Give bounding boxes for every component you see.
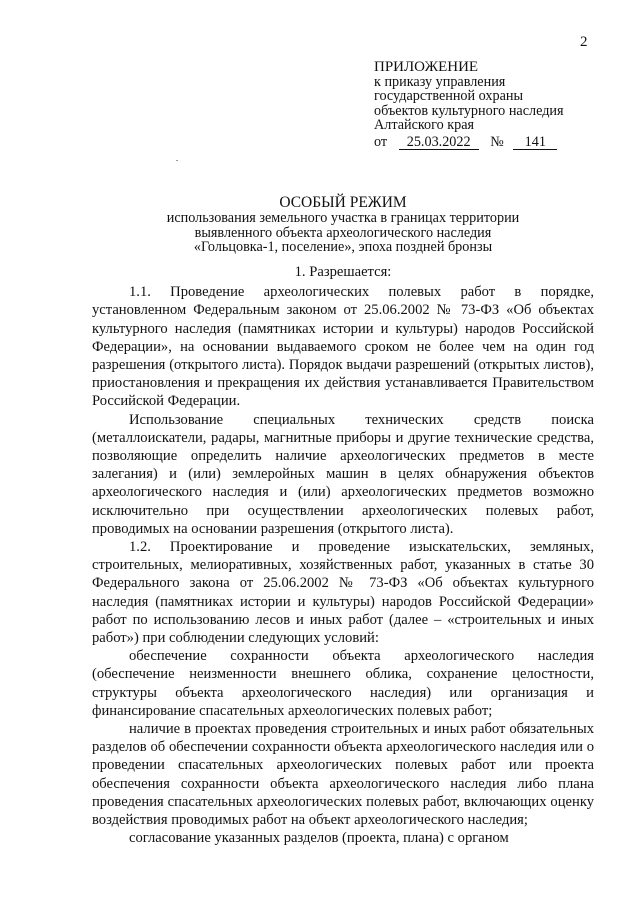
section-heading: 1. Разрешается:	[294, 264, 392, 280]
paragraph: 1.2. Проектирование и проведение изыскательских, земляных, строительных, мелиоративных, хозяйственных работ, указанных в статье 30 Федерального закона от 25.06.2002 № 73-ФЗ «Об объектах культурного наследия (памятниках истории и культуры) народов Российской Федерации» работ по использованию лесов и иных работ (далее – «строительных и иных работ») при соблюдении следующих условий:	[92, 539, 594, 647]
order-details	[374, 135, 624, 150]
order-number: 141	[513, 135, 557, 150]
page-number: 2	[580, 34, 588, 50]
scan-speck	[176, 160, 178, 161]
title-main: ОСОБЫЙ РЕЖИМ	[279, 194, 407, 211]
appendix-block	[374, 60, 624, 150]
appendix-line: Алтайского края	[374, 117, 475, 134]
order-date: 25.03.2022	[399, 135, 479, 150]
paragraph: 1.1. Проведение археологических полевых работ в порядке, установленном Федеральным законом от 25.06.2002 № 73-ФЗ «Об объектах культурного наследия (памятниках истории и культуры) народов Российской Федерации», на основании выдаваемого сроком не более чем на один год разрешения (открытого листа). Порядок выдачи разрешений (открытых листов), приостановления и прекращения их действия устанавливается Правительством Российской Федерации.	[92, 284, 594, 410]
appendix-line: государственной охраны	[374, 88, 524, 105]
paragraph: обеспечение сохранности объекта археологического наследия (обеспечение неизменности внешнего облика, сохранение целостности, структуры объекта археологического наследия) или организация и финансирование спасательных археологических полевых работ;	[92, 648, 594, 719]
appendix-heading: ПРИЛОЖЕНИЕ	[374, 59, 479, 75]
document-title	[92, 196, 594, 255]
title-line: «Гольцовка-1, поселение», эпоха поздней бронзы	[193, 239, 493, 256]
order-from-label: от	[374, 133, 388, 150]
appendix-line: объектов культурного наследия	[374, 102, 564, 119]
title-line: использования земельного участка в границах территории	[166, 210, 520, 227]
paragraph: согласование указанных разделов (проекта, плана) с органом	[129, 830, 509, 847]
paragraph: Использование специальных технических средств поиска (металлоискатели, радары, магнитные приборы и другие технические средства, позволяющие определить наличие археологических предметов в месте залегания) и (или) землеройных машин в целях обнаружения объектов археологического наследия и (или) археологических предметов возможно исключительно при осуществлении археологических полевых работ, проводимых на основании разрешения (открытого листа).	[92, 411, 594, 537]
order-number-label: №	[490, 133, 504, 150]
paragraph: наличие в проектах проведения строительных и иных работ обязательных разделов об обеспечении сохранности объекта археологического наследия или о проведении спасательных археологических полевых работ или проекта обеспечения сохранности объекта археологического наследия либо плана проведения спасательных археологических полевых работ, включающих оценку воздействия проводимых работ на объект археологического наследия;	[92, 721, 594, 829]
document-body	[92, 263, 594, 848]
title-line: выявленного объекта археологического наследия	[194, 224, 492, 241]
appendix-line: к приказу управления	[374, 73, 506, 90]
